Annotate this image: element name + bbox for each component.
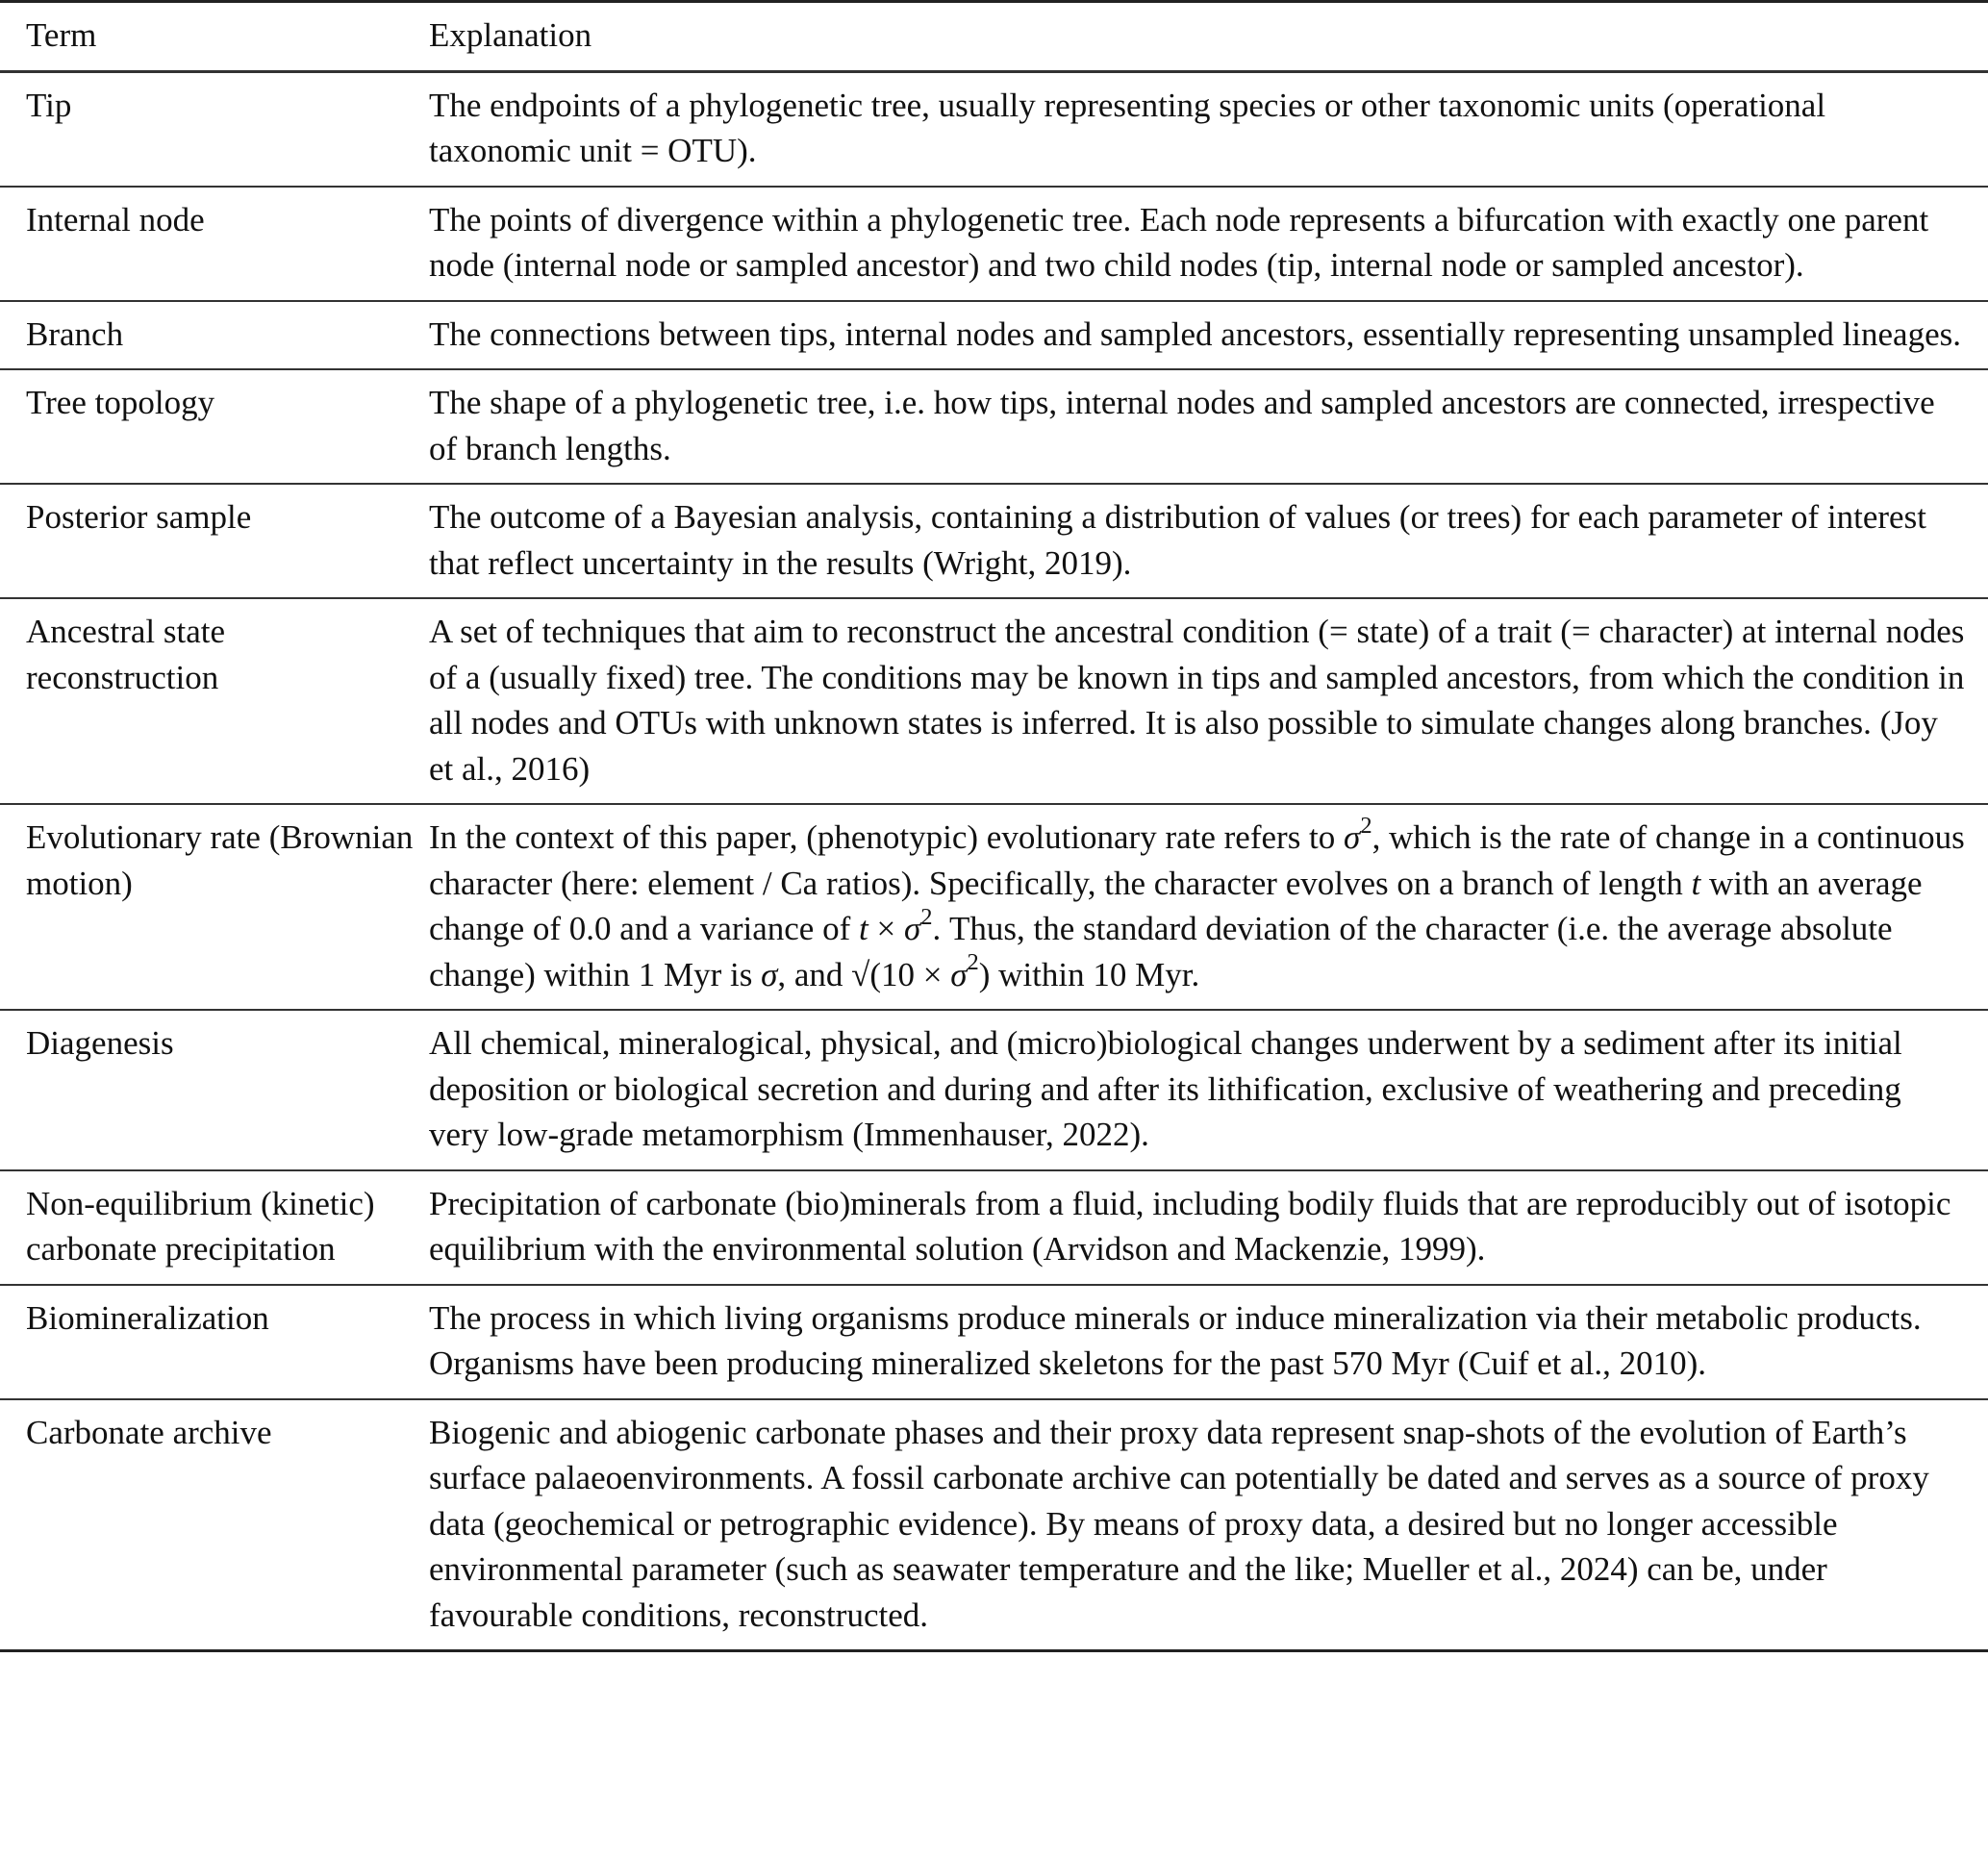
term-cell: Diagenesis <box>26 1024 174 1062</box>
table-row <box>0 599 1988 805</box>
math-exponent: 2 <box>920 903 933 930</box>
table-row <box>0 188 1988 302</box>
explanation-cell: Biogenic and abiogenic carbonate phases and their proxy data represent snap-shots of the evolution of Earth’s surface palaeoenvironments. A fossil carbonate archive can potentially be dated and serves as a source of proxy data (geochemical or petrographic evidence). By means of proxy data, a desired but no longer accessible environmental parameter (such as seawater temperature and the like; Mueller et al., 2024) can be, under favourable conditions, reconstructed. <box>429 1413 1929 1634</box>
text-segment: ) within 10 Myr. <box>978 955 1200 993</box>
text-segment: , and <box>777 955 852 993</box>
term-cell: Non-equilibrium (kinetic) carbonate precipitation <box>26 1184 375 1268</box>
term-cell: Posterior sample <box>26 498 252 536</box>
math-sigma: σ <box>761 955 778 993</box>
table-row <box>0 1286 1988 1400</box>
explanation-cell: The endpoints of a phylogenetic tree, usually representing species or other taxonomic units (operational taxonomic unit = OTU). <box>429 86 1826 169</box>
math-sqrt: √ <box>851 955 870 993</box>
column-header-term: Term <box>26 16 97 54</box>
table-row <box>0 805 1988 1011</box>
explanation-cell: The connections between tips, internal nodes and sampled ancestors, essentially representing unsampled lineages. <box>429 314 1961 353</box>
explanation-cell: A set of techniques that aim to reconstruct the ancestral condition (= state) of a trait (= character) at internal nodes of a (usually fixed) tree. The conditions may be known in tips and sampled ancestors, from which the condition in all nodes and OTUs with unknown states is inferred. It is also possible to simulate changes along branches. (Joy et al., 2016) <box>429 613 1965 788</box>
math-sigma: σ <box>904 910 921 947</box>
explanation-cell: The points of divergence within a phylogenetic tree. Each node represents a bifurcation with exactly one parent node (internal node or sampled ancestor) and two child nodes (tip, internal node or sampled ancestor). <box>429 200 1929 284</box>
math-exponent: 2 <box>967 949 979 976</box>
explanation-cell <box>429 805 1988 1009</box>
term-cell: Tree topology <box>26 384 215 421</box>
term-cell: Branch <box>26 314 124 353</box>
text-segment: (10 × <box>869 955 951 993</box>
math-sigma: σ <box>1344 818 1361 856</box>
math-t: t <box>859 910 868 947</box>
table-row <box>0 1011 1988 1171</box>
table-header-row <box>0 3 1988 73</box>
column-header-explanation: Explanation <box>429 16 592 54</box>
math-times: × <box>868 910 904 947</box>
explanation-cell: The outcome of a Bayesian analysis, containing a distribution of values (or trees) for each parameter of interest that reflect uncertainty in the results (Wright, 2019). <box>429 498 1926 582</box>
term-cell: Tip <box>26 86 72 124</box>
explanation-cell: Precipitation of carbonate (bio)minerals from a fluid, including bodily fluids that are reproducibly out of isotopic equilibrium with the environmental solution (Arvidson and Mackenzie, 1999). <box>429 1184 1951 1268</box>
math-t: t <box>1691 864 1701 902</box>
table-row <box>0 370 1988 485</box>
math-sigma: σ <box>950 955 968 993</box>
table-row <box>0 302 1988 371</box>
table-row <box>0 73 1988 188</box>
table-row <box>0 1400 1988 1650</box>
text-segment: with an average change of 0.0 and a variance of <box>429 864 1923 947</box>
table-row <box>0 1171 1988 1286</box>
math-exponent: 2 <box>1360 812 1372 839</box>
term-cell: Carbonate archive <box>26 1413 272 1451</box>
text-segment: , which is the rate of change in a continuous character (here: element / Ca ratios). Specifically, the character evolves on a branch of length <box>429 818 1965 902</box>
explanation-cell: All chemical, mineralogical, physical, and (micro)biological changes underwent by a sediment after its initial deposition or biological secretion and during and after its lithification, exclusive of weathering and preceding very low-grade metamorphism (Immenhauser, 2022). <box>429 1024 1902 1153</box>
explanation-cell: The process in which living organisms produce minerals or induce mineralization via their metabolic products. Organisms have been producing mineralized skeletons for the past 570 Myr (Cuif et al., 2010). <box>429 1298 1922 1382</box>
explanation-cell: The shape of a phylogenetic tree, i.e. how tips, internal nodes and sampled ancestors are connected, irrespective of branch lengths. <box>429 384 1935 467</box>
text-segment: In the context of this paper, (phenotypic) evolutionary rate refers to <box>429 818 1345 856</box>
term-cell: Evolutionary rate (Brownian motion) <box>26 818 414 902</box>
table-row <box>0 485 1988 599</box>
term-cell: Internal node <box>26 200 205 239</box>
term-cell: Biomineralization <box>26 1298 269 1337</box>
text-segment: . Thus, the standard deviation of the character (i.e. the average absolute change) within 1 Myr is <box>429 910 1893 993</box>
term-cell: Ancestral state reconstruction <box>26 613 225 696</box>
